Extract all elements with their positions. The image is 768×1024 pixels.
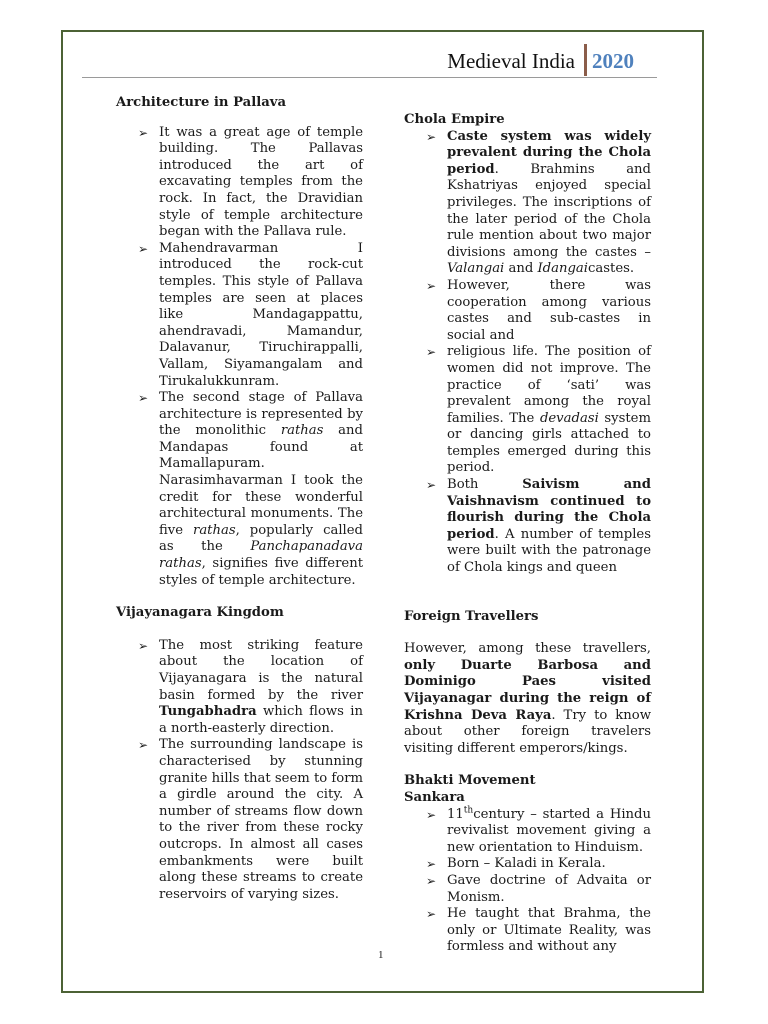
arrow-bullet-icon: ➢ xyxy=(426,807,437,822)
vijayanagara-list xyxy=(116,638,363,904)
arrow-bullet-icon: ➢ xyxy=(426,907,437,922)
page-header xyxy=(82,44,657,80)
list-item: ➢ The second stage of Pallava architecture is represented by the monolithic rathas and Mandapas found at Mamallapuram. Narasimhavarman I took the credit for these wonderful architectural monuments. The five rathas, popularly called as the Panchapanadava rathas, signifies five different styles of temple architecture. xyxy=(138,390,364,588)
arrow-bullet-icon: ➢ xyxy=(138,391,149,406)
arrow-bullet-icon: ➢ xyxy=(138,125,149,140)
arrow-bullet-icon: ➢ xyxy=(426,345,437,360)
list-item: ➢ The most striking feature about the location of Vijayanagara is the natural basin formed by the river Tungabhadra which flows in a north-easterly direction. xyxy=(138,637,363,736)
list-item: ➢ It was a great age of temple building. The Pallavas introduced the art of excavating temples from the rock. In fact, the Dravidian style of temple architecture began with the Pallava rule. xyxy=(138,124,363,240)
arrow-bullet-icon: ➢ xyxy=(426,129,437,144)
list-item: ➢ 11thcentury – started a Hindu revivalist movement giving a new orientation to Hinduism. xyxy=(426,805,651,855)
sankara-list xyxy=(404,807,651,956)
page-number: 1 xyxy=(378,949,384,961)
section-heading-foreign-travellers: Foreign Travellers xyxy=(404,608,539,624)
arrow-bullet-icon: ➢ xyxy=(138,638,149,653)
subheading-sankara: Sankara xyxy=(404,789,465,805)
section-heading-bhakti: Bhakti Movement xyxy=(404,773,536,789)
chola-list xyxy=(404,129,651,577)
header-rule xyxy=(82,77,657,78)
list-item: ➢ religious life. The position of women did not improve. The practice of ‘sati’ was prevalent among the royal families. The devadasi system or dancing girls attached to temples emerged during this period. xyxy=(426,344,651,476)
left-column xyxy=(116,95,363,903)
arrow-bullet-icon: ➢ xyxy=(426,278,437,293)
list-item: ➢ Both Saivism and Vaishnavism continued to flourish during the Chola period. A number of temples were built with the patronage of Chola kings and queen xyxy=(426,477,651,576)
list-item: ➢ However, there was cooperation among various castes and sub-castes in social and xyxy=(426,277,651,343)
header-year: 2020 xyxy=(592,49,634,73)
header-separator xyxy=(584,44,587,76)
list-item: ➢ Born – Kaladi in Kerala. xyxy=(426,856,606,872)
arrow-bullet-icon: ➢ xyxy=(138,738,149,753)
section-heading-chola: Chola Empire xyxy=(404,112,505,127)
foreign-travellers-paragraph: However, among these travellers, only Duarte Barbosa and Dominigo Paes visited Vijayanagar during the reign of Krishna Deva Raya. Try to know about other foreign travelers visiting different emperors/kings. xyxy=(404,641,651,756)
pallava-list xyxy=(116,125,363,590)
arrow-bullet-icon: ➢ xyxy=(138,241,149,256)
section-heading-pallava: Architecture in Pallava xyxy=(116,95,286,110)
list-item: ➢ The surrounding landscape is characterised by stunning granite hills that seem to form a girdle around the city. A number of streams flow down to the river from these rocky outcrops. In almost all cases embankments were built along these streams to create reservoirs of varying sizes. xyxy=(138,737,364,902)
list-item: ➢ Mahendravarman I introduced the rock-cut temples. This style of Pallava temples are seen at places like Mandagappattu, ahendravadi, Mamandur, Dalavanur, Tiruchirappalli, Vallam, Siyamangalam and Tirukalukkunram. xyxy=(138,240,363,389)
section-heading-vijayanagara: Vijayanagara Kingdom xyxy=(116,605,284,621)
arrow-bullet-icon: ➢ xyxy=(426,857,437,872)
list-item: ➢ Gave doctrine of Advaita or Monism. xyxy=(426,872,651,905)
arrow-bullet-icon: ➢ xyxy=(426,873,437,888)
list-item: ➢ Caste system was widely prevalent during the Chola period. Brahmins and Kshatriyas enjoyed special privileges. The inscriptions of the later period of the Chola rule mention about two major divisions among the castes – Valangai and Idangaicastes. xyxy=(426,128,651,277)
right-column xyxy=(404,112,651,956)
list-item: ➢ He taught that Brahma, the only or Ultimate Reality, was formless and without any xyxy=(426,906,651,955)
arrow-bullet-icon: ➢ xyxy=(426,478,437,493)
header-title: Medieval India xyxy=(447,49,575,73)
